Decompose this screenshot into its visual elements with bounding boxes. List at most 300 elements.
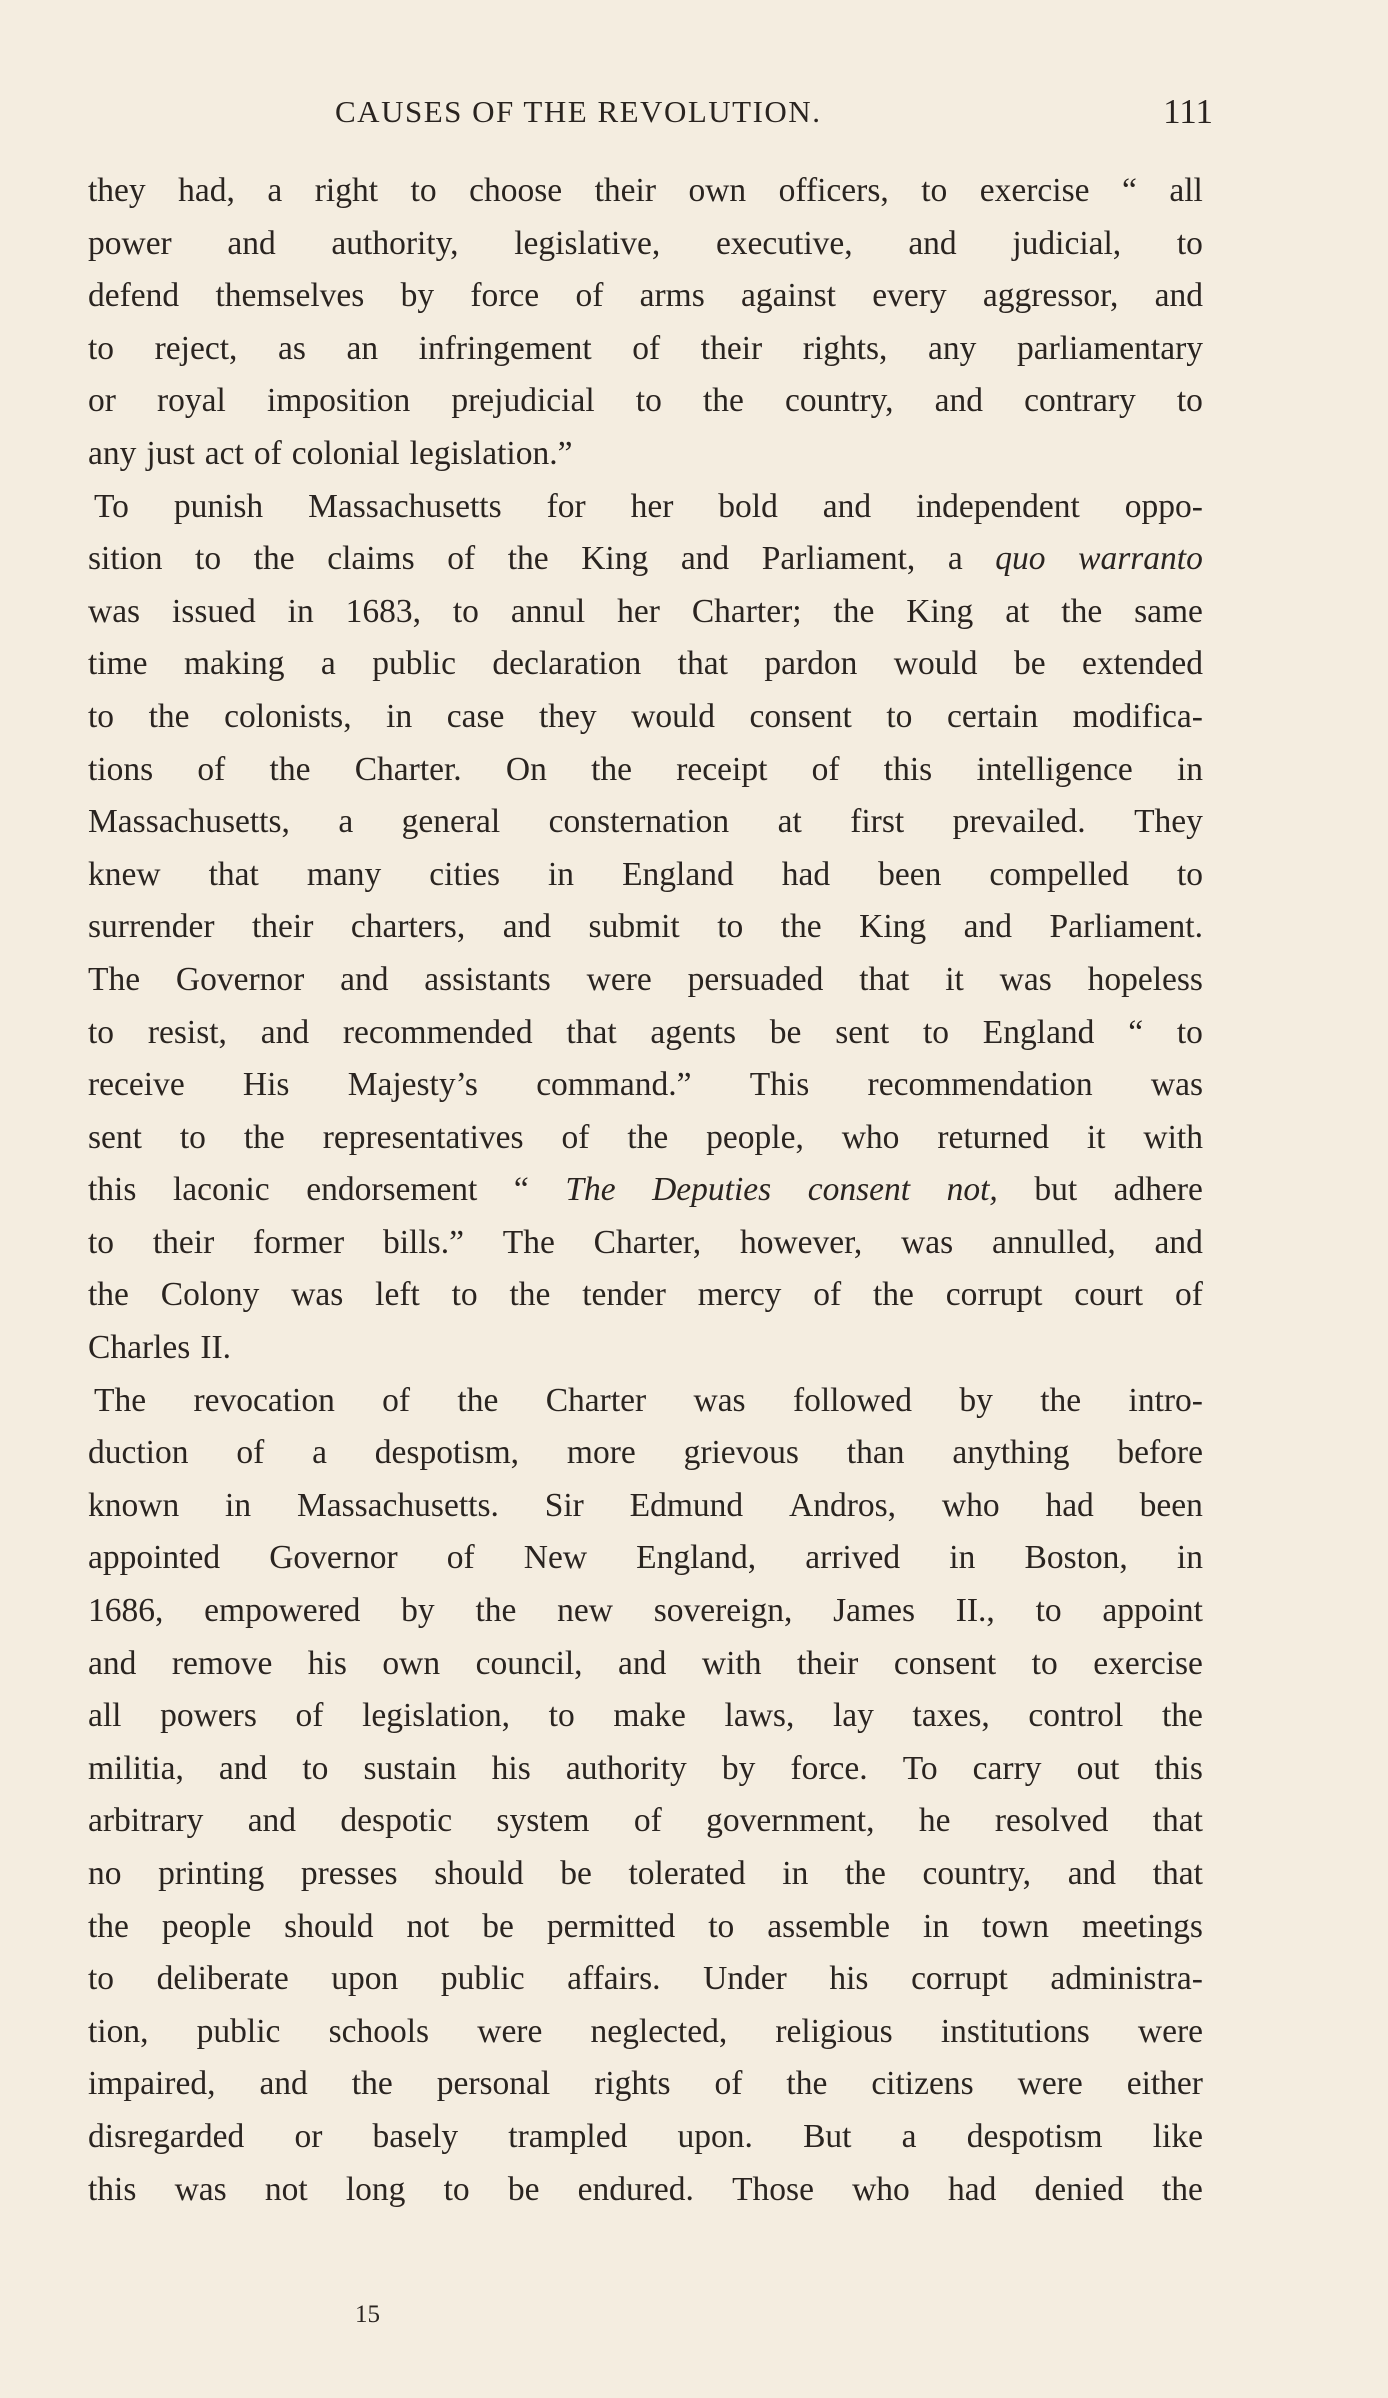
word: surrender	[88, 908, 215, 946]
word: resolved	[994, 1802, 1109, 1840]
word: the	[833, 592, 875, 630]
word: own	[382, 1644, 441, 1682]
word: Colony	[160, 1276, 260, 1314]
word: recommended	[342, 1013, 533, 1051]
word: royal	[157, 382, 226, 420]
word: hopeless	[1087, 960, 1203, 998]
word: sition	[88, 540, 163, 578]
word: force	[470, 277, 540, 315]
word: to	[195, 540, 222, 578]
running-head	[335, 88, 1213, 136]
word: King	[906, 592, 974, 630]
word: schools	[328, 2012, 430, 2050]
word: her	[617, 592, 660, 630]
word: the	[351, 2065, 393, 2103]
text-line	[88, 165, 1203, 218]
word: that	[566, 1013, 617, 1051]
word: corrupt	[945, 1276, 1043, 1314]
word: To	[902, 1749, 938, 1787]
word: impaired,	[88, 2065, 216, 2103]
word: Massachusetts,	[88, 803, 290, 841]
word: that	[1152, 1802, 1203, 1840]
word: would	[893, 645, 978, 683]
word: any	[88, 434, 137, 472]
word: basely	[372, 2117, 459, 2155]
word: or	[294, 2117, 323, 2155]
word: quo	[995, 540, 1046, 578]
word: for	[546, 487, 586, 525]
word: to	[1035, 1592, 1062, 1630]
word: to	[1031, 1644, 1058, 1682]
word: at	[777, 803, 802, 841]
word: their	[796, 1644, 859, 1682]
word: court	[1074, 1276, 1144, 1314]
word: in	[782, 1855, 809, 1892]
text-line	[88, 638, 1203, 691]
word: it	[1086, 1118, 1106, 1156]
word: grievous	[683, 1434, 799, 1472]
signature-mark: 15	[355, 2301, 380, 2328]
word: legislation.”	[409, 434, 573, 472]
word: and	[680, 540, 730, 578]
word: exercise	[1093, 1644, 1203, 1682]
word: more	[566, 1434, 636, 1472]
text-line	[88, 2164, 1203, 2217]
word: administra-	[1050, 1960, 1203, 1998]
word: arms	[639, 277, 705, 315]
word: to	[88, 697, 115, 735]
word: and	[340, 960, 389, 998]
word: to	[1176, 382, 1203, 420]
word: lay	[832, 1697, 874, 1735]
word: any	[928, 329, 977, 367]
word: of	[253, 434, 282, 472]
word: public	[372, 645, 456, 683]
word: tolerated	[628, 1855, 746, 1892]
word: to	[452, 592, 479, 630]
word: Parliament,	[761, 540, 916, 578]
word: On	[505, 750, 547, 788]
word: and	[218, 1749, 268, 1787]
word: an	[346, 329, 379, 367]
word: Deputies	[652, 1171, 772, 1209]
word: rights	[594, 2065, 671, 2103]
word: to	[88, 329, 115, 367]
text-line	[88, 1953, 1203, 2006]
word: defend	[88, 277, 180, 315]
word: a	[267, 172, 283, 209]
word: resist,	[147, 1013, 227, 1051]
word: despotic	[340, 1802, 453, 1840]
word: public	[196, 2012, 281, 2050]
word: infringement	[418, 329, 592, 367]
word: the	[786, 2065, 828, 2103]
word: in	[548, 855, 575, 893]
word: to	[451, 1276, 478, 1314]
word: a	[312, 1434, 327, 1472]
word: legislation,	[362, 1697, 511, 1735]
word: and	[247, 1802, 297, 1840]
word: the	[148, 697, 190, 735]
text-line	[88, 1743, 1203, 1796]
word: Majesty’s	[347, 1066, 478, 1104]
word: The	[94, 1381, 147, 1419]
word: should	[284, 1907, 374, 1945]
word: Those	[732, 2170, 814, 2208]
word: appointed	[88, 1539, 221, 1577]
word: The	[88, 960, 141, 998]
word: to	[922, 1013, 950, 1051]
word: empowered	[204, 1592, 361, 1630]
word: to	[1176, 1013, 1203, 1051]
word: pardon	[764, 645, 858, 683]
word: compelled	[989, 855, 1129, 893]
word: issued	[172, 592, 256, 630]
word: government,	[706, 1802, 875, 1840]
word: in	[1176, 1539, 1203, 1577]
word: than	[846, 1434, 905, 1472]
word: James	[833, 1592, 915, 1630]
word: reject,	[154, 329, 238, 367]
word: King	[859, 908, 927, 946]
word: was	[901, 1223, 954, 1261]
word: town	[982, 1907, 1050, 1945]
word: was	[174, 2170, 227, 2208]
word: the	[780, 908, 822, 946]
word: But	[803, 2117, 852, 2155]
word: Governor	[269, 1539, 398, 1577]
word: to	[548, 1697, 575, 1735]
word: the	[507, 540, 549, 578]
word: agents	[650, 1013, 737, 1051]
word: modifica-	[1072, 697, 1203, 735]
word: and	[618, 1644, 667, 1682]
word: permitted	[546, 1907, 676, 1945]
word: to	[1176, 224, 1203, 262]
word: trampled	[508, 2117, 628, 2155]
word: act	[204, 434, 244, 472]
word: cities	[429, 855, 500, 893]
word: the	[457, 1381, 499, 1419]
word: Parliament.	[1049, 908, 1203, 946]
word: personal	[436, 2065, 551, 2103]
word: to	[708, 1907, 735, 1945]
word: to	[410, 172, 437, 209]
text-line	[88, 954, 1203, 1007]
word: Boston,	[1024, 1539, 1128, 1577]
word: this	[88, 1171, 137, 1209]
word: they	[538, 697, 597, 735]
word: in	[1176, 750, 1203, 788]
word: sent	[835, 1013, 890, 1051]
word: by	[400, 277, 435, 315]
word: annulled,	[992, 1223, 1116, 1261]
word: institutions	[940, 2012, 1090, 2050]
word: themselves	[215, 277, 365, 315]
word: Massachusetts	[308, 487, 502, 525]
word: consent	[893, 1644, 997, 1682]
word: consternation	[548, 803, 730, 841]
word: but	[1034, 1171, 1078, 1209]
word: the	[702, 382, 744, 420]
word: right	[314, 172, 379, 209]
word: this	[1154, 1749, 1203, 1787]
word: they	[88, 172, 146, 209]
word: to	[717, 908, 744, 946]
word: power	[88, 224, 172, 262]
text-line	[88, 1901, 1203, 1954]
word: a	[320, 645, 336, 683]
word: that	[859, 960, 910, 998]
word: bold	[718, 487, 778, 525]
word: a	[338, 803, 354, 841]
word: were	[586, 960, 652, 998]
word: the	[475, 1592, 517, 1630]
word: and	[227, 224, 276, 262]
word: This	[749, 1066, 810, 1104]
word: and	[1154, 277, 1203, 315]
text-line	[88, 533, 1203, 586]
word: the	[1161, 1697, 1203, 1735]
word: either	[1126, 2065, 1203, 2103]
word: the	[1162, 2170, 1203, 2208]
word: independent	[916, 487, 1080, 525]
word: Charter.	[354, 750, 462, 788]
word: rights,	[802, 329, 888, 367]
word: assistants	[424, 960, 551, 998]
word: endured.	[577, 2170, 694, 2208]
word: the	[509, 1276, 551, 1314]
word: prejudicial	[451, 382, 595, 420]
word: be	[769, 1013, 802, 1051]
word: anything	[952, 1434, 1070, 1472]
word: laws,	[724, 1697, 795, 1735]
word: that	[677, 645, 728, 683]
word: aggressor,	[982, 277, 1119, 315]
word: followed	[792, 1381, 913, 1419]
word: was	[693, 1381, 746, 1419]
word: or	[88, 382, 116, 420]
word: 1686,	[88, 1592, 164, 1630]
word: council,	[475, 1644, 583, 1682]
word: annul	[510, 592, 586, 630]
word: upon.	[677, 2117, 753, 2155]
word: however,	[739, 1223, 863, 1261]
word: colonists,	[224, 697, 352, 735]
word: against	[741, 277, 836, 315]
text-line	[88, 270, 1203, 323]
word: the	[88, 1276, 129, 1314]
word: presses	[300, 1855, 398, 1892]
word: of	[811, 750, 840, 788]
word: “	[1121, 172, 1137, 209]
text-line	[88, 796, 1203, 849]
word: endorsement	[306, 1171, 478, 1209]
word: same	[1134, 592, 1203, 630]
word: Charles	[88, 1329, 191, 1367]
word: their	[700, 329, 763, 367]
word: with	[701, 1644, 762, 1682]
text-line	[88, 218, 1203, 271]
text-line	[88, 1638, 1203, 1691]
word: the	[1040, 1381, 1082, 1419]
word: persuaded	[687, 960, 824, 998]
word: Charter	[545, 1381, 647, 1419]
word: and	[822, 487, 872, 525]
word: system	[496, 1802, 590, 1840]
word: appoint	[1102, 1592, 1203, 1630]
word: duction	[88, 1434, 189, 1472]
word: with	[1143, 1118, 1203, 1156]
word: prevailed.	[952, 803, 1086, 841]
word: was	[999, 960, 1052, 998]
word: people,	[706, 1118, 804, 1156]
word: first	[850, 803, 905, 841]
word: of	[446, 1539, 475, 1577]
word: that	[208, 855, 259, 893]
word: executive,	[715, 224, 853, 262]
word: would	[631, 697, 715, 735]
word: tion,	[88, 2012, 149, 2050]
word: legislative,	[514, 224, 661, 262]
word: of	[1174, 1276, 1203, 1314]
word: his	[307, 1644, 347, 1682]
word: to	[443, 2170, 470, 2208]
word: tender	[582, 1276, 666, 1314]
word: like	[1152, 2117, 1203, 2155]
page-number: 111	[1163, 92, 1213, 131]
word: affairs.	[567, 1960, 661, 1998]
word: his	[491, 1749, 531, 1787]
running-title: CAUSES OF THE REVOLUTION.	[335, 94, 822, 129]
word: country,	[922, 1855, 1032, 1892]
word: had	[781, 855, 831, 893]
word: be	[560, 1855, 592, 1892]
word: meetings	[1082, 1907, 1203, 1945]
word: mercy	[697, 1276, 782, 1314]
word: in	[949, 1539, 976, 1577]
word: recommendation	[867, 1066, 1093, 1104]
word: deliberate	[156, 1960, 289, 1998]
word: declaration	[492, 645, 642, 683]
word: be	[507, 2170, 540, 2208]
word: were	[477, 2012, 543, 2050]
word: out	[1076, 1749, 1120, 1787]
word: receive	[88, 1066, 185, 1104]
text-line	[88, 375, 1203, 428]
word: submit	[588, 908, 680, 946]
word: be	[482, 1907, 514, 1945]
word: adhere	[1113, 1171, 1203, 1209]
word: command.”	[536, 1066, 692, 1104]
word: Edmund	[629, 1486, 744, 1524]
word: people	[161, 1907, 252, 1945]
word: every	[872, 277, 947, 315]
word: neglected,	[590, 2012, 728, 2050]
text-line	[88, 428, 1203, 481]
word: exercise	[979, 172, 1090, 209]
text-line	[88, 849, 1203, 902]
word: England	[982, 1013, 1095, 1051]
word: Massachusetts.	[296, 1486, 499, 1524]
word: intelligence	[976, 750, 1133, 788]
word: colonial	[291, 434, 400, 472]
word: religious	[775, 2012, 893, 2050]
text-line	[88, 691, 1203, 744]
text-line	[88, 1427, 1203, 1480]
word: choose	[469, 172, 563, 209]
word: were	[1017, 2065, 1083, 2103]
word: arrived	[805, 1539, 901, 1577]
word: to	[302, 1749, 329, 1787]
word: Andros,	[789, 1486, 897, 1524]
word: Charter,	[593, 1223, 702, 1261]
word: to	[921, 172, 948, 209]
word: the	[872, 1276, 914, 1314]
word: of	[714, 2065, 743, 2103]
word: authority	[565, 1749, 687, 1787]
word: His	[242, 1066, 290, 1104]
word: in	[923, 1907, 950, 1945]
text-line	[88, 1217, 1203, 1270]
word: it	[945, 960, 964, 998]
word: that	[1152, 1855, 1203, 1892]
word: no	[88, 1855, 122, 1892]
word: was	[1150, 1066, 1203, 1104]
word: known	[88, 1486, 180, 1524]
word: King	[581, 540, 649, 578]
word: the	[1061, 592, 1103, 630]
word: the	[627, 1118, 669, 1156]
word: before	[1117, 1434, 1203, 1472]
text-line	[88, 1690, 1203, 1743]
word: by	[721, 1749, 756, 1787]
word: of	[447, 540, 476, 578]
word: to	[635, 382, 662, 420]
word: the	[253, 540, 295, 578]
word: of	[295, 1697, 324, 1735]
word: bills.”	[383, 1223, 464, 1261]
word: Charter;	[691, 592, 802, 630]
word: “	[513, 1171, 529, 1209]
word: and	[908, 224, 957, 262]
word: by	[959, 1381, 993, 1419]
word: of	[813, 1276, 842, 1314]
word: were	[1137, 2012, 1203, 2050]
word: “	[1128, 1013, 1144, 1051]
word: to	[179, 1118, 206, 1156]
word: had	[947, 2170, 997, 2208]
word: time	[88, 645, 148, 683]
word: assemble	[767, 1907, 891, 1945]
text-line	[88, 323, 1203, 376]
word: punish	[173, 487, 264, 525]
text-line	[88, 2006, 1203, 2059]
word: sovereign,	[653, 1592, 793, 1630]
text-line	[88, 1532, 1203, 1585]
word: of	[561, 1118, 590, 1156]
text-line	[88, 2111, 1203, 2164]
word: certain	[946, 697, 1039, 735]
word: oppo-	[1124, 487, 1203, 525]
word: officers,	[778, 172, 889, 209]
word: country,	[784, 382, 894, 420]
word: be	[1013, 645, 1046, 683]
word: receipt	[676, 750, 768, 788]
word: their	[152, 1223, 215, 1261]
text-line	[88, 1059, 1203, 1112]
text-line	[88, 1375, 1203, 1428]
